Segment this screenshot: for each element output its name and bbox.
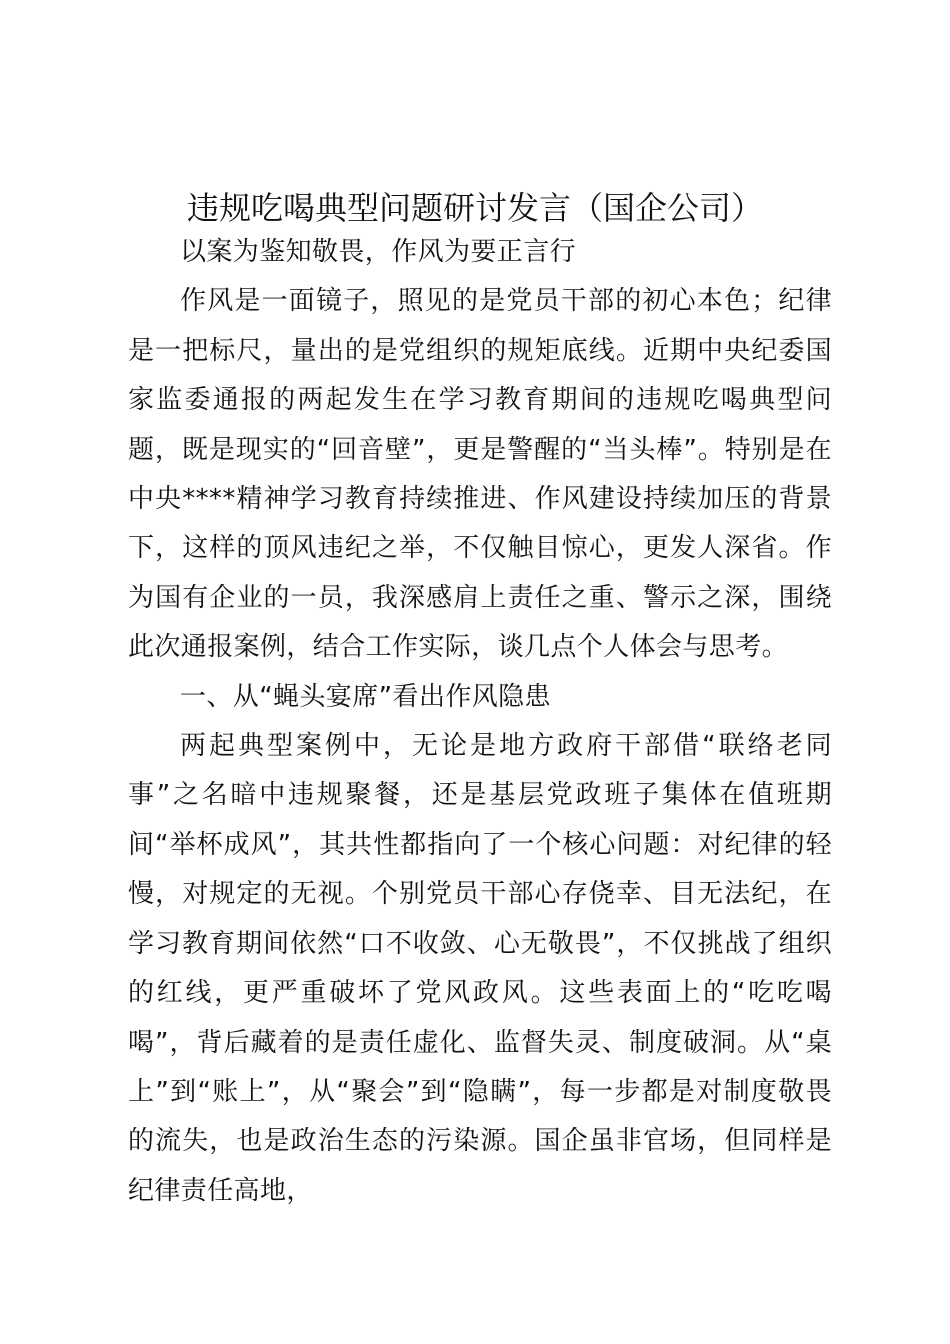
paragraph-intro: 作风是一面镜子，照见的是党员干部的初心本色；纪律是一把标尺，量出的是党组织的规矩底线。近期中央纪委国家监委通报的两起发生在学习教育期间的违规吃喝典型问题，既是现实的“回音壁”，更是警醒的“当头棒”。特别是在中央****精神学习教育持续推进、作风建设持续加压的背景下，这样的顶风违纪之举，不仅触目惊心，更发人深省。作为国有企业的一员，我深感肩上责任之重、警示之深，围绕此次通报案例，结合工作实际，谈几点个人体会与思考。 [128, 286, 832, 663]
document-body [128, 228, 832, 1216]
paragraph-section-1: 两起典型案例中，无论是地方政府干部借“联络老同事”之名暗中违规聚餐，还是基层党政班子集体在值班期间“举杯成风”，其共性都指向了一个核心问题：对纪律的轻慢，对规定的无视。个别党员干部心存侥幸、目无法纪，在学习教育期间依然“口不收敛、心无敬畏”，不仅挑战了组织的红线，更严重破坏了党风政风。这些表面上的“吃吃喝喝”，背后藏着的是责任虚化、监督失灵、制度破洞。从“桌上”到“账上”，从“聚会”到“隐瞒”，每一步都是对制度敬畏的流失，也是政治生态的污染源。国企虽非官场，但同样是纪律责任高地， [128, 731, 832, 1206]
document-subtitle: 以案为鉴知敬畏，作风为要正言行 [180, 237, 577, 267]
document-title: 违规吃喝典型问题研讨发言（国企公司） [186, 189, 763, 227]
section-heading-1: 一、从“蝇头宴席”看出作风隐患 [180, 681, 551, 712]
